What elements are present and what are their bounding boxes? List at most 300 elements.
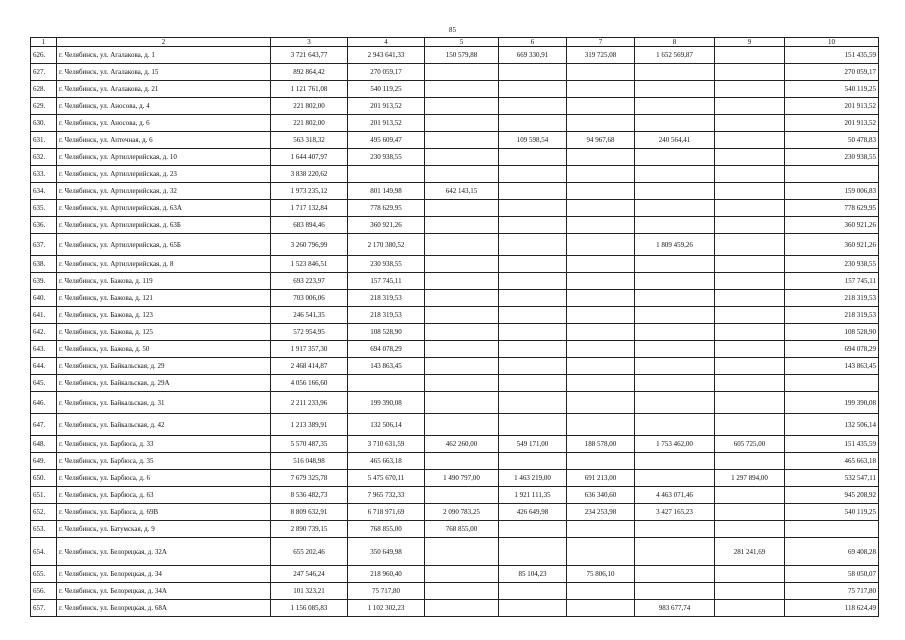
address-cell: г. Челябинск, ул. Артиллерийская, д. 32 [57, 183, 271, 200]
table-row [31, 290, 879, 307]
table-row [31, 487, 879, 504]
column-header: 4 [348, 38, 425, 47]
address-cell: г. Челябинск, ул. Байкальская, д. 29 [57, 358, 271, 375]
value-cell [715, 290, 785, 307]
value-cell [635, 358, 715, 375]
value-cell: 5 570 487,35 [271, 436, 348, 453]
value-cell [425, 166, 499, 183]
value-cell: 1 523 846,51 [271, 256, 348, 273]
value-cell: 778 629,95 [348, 200, 425, 217]
table-row [31, 324, 879, 341]
value-cell [715, 341, 785, 358]
value-cell [567, 392, 635, 414]
value-cell [425, 307, 499, 324]
address-cell: г. Челябинск, ул. Белорецкая, д. 68А [57, 600, 271, 617]
row-number-cell: 652. [31, 504, 57, 521]
value-cell [425, 290, 499, 307]
value-cell [499, 98, 567, 115]
address-cell: г. Челябинск, ул. Байкальская, д. 42 [57, 414, 271, 436]
total-cell: 360 921,26 [785, 234, 879, 256]
table-row [31, 81, 879, 98]
column-header: 7 [567, 38, 635, 47]
value-cell: 1 102 302,23 [348, 600, 425, 617]
total-cell: 270 059,17 [785, 64, 879, 81]
value-cell: 768 855,00 [348, 521, 425, 538]
row-number-cell: 626. [31, 47, 57, 64]
value-cell: 2 890 739,15 [271, 521, 348, 538]
value-cell [635, 256, 715, 273]
value-cell [715, 453, 785, 470]
row-number-cell: 637. [31, 234, 57, 256]
value-cell: 221 802,00 [271, 115, 348, 132]
table-row [31, 504, 879, 521]
value-cell: 1 753 462,00 [635, 436, 715, 453]
table-row [31, 414, 879, 436]
value-cell [715, 273, 785, 290]
address-cell: г. Челябинск, ул. Аносова, д. 4 [57, 98, 271, 115]
row-number-cell: 648. [31, 436, 57, 453]
value-cell: 426 649,98 [499, 504, 567, 521]
value-cell [715, 487, 785, 504]
value-cell [715, 234, 785, 256]
value-cell [715, 115, 785, 132]
address-cell: г. Челябинск, ул. Белорецкая, д. 32А [57, 538, 271, 566]
value-cell [635, 290, 715, 307]
value-cell [499, 115, 567, 132]
address-cell: г. Челябинск, ул. Батумская, д. 9 [57, 521, 271, 538]
total-cell: 540 119,25 [785, 81, 879, 98]
row-number-cell: 647. [31, 414, 57, 436]
table-row [31, 470, 879, 487]
value-cell [425, 600, 499, 617]
value-cell: 694 078,29 [348, 341, 425, 358]
table-row [31, 341, 879, 358]
address-cell: г. Челябинск, ул. Барбюса, д. 6 [57, 470, 271, 487]
value-cell [567, 375, 635, 392]
value-cell [567, 64, 635, 81]
column-header: 10 [785, 38, 879, 47]
value-cell [425, 566, 499, 583]
value-cell [499, 183, 567, 200]
total-cell: 230 938,55 [785, 149, 879, 166]
value-cell [499, 358, 567, 375]
value-cell: 240 564,41 [635, 132, 715, 149]
value-cell [425, 64, 499, 81]
table-row [31, 453, 879, 470]
row-number-cell: 657. [31, 600, 57, 617]
value-cell: 319 725,08 [567, 47, 635, 64]
row-number-cell: 642. [31, 324, 57, 341]
value-cell: 2 170 380,52 [348, 234, 425, 256]
row-number-cell: 640. [31, 290, 57, 307]
row-number-cell: 655. [31, 566, 57, 583]
total-cell: 69 408,28 [785, 538, 879, 566]
value-cell [425, 453, 499, 470]
row-number-cell: 635. [31, 200, 57, 217]
value-cell [567, 307, 635, 324]
value-cell: 8 809 632,91 [271, 504, 348, 521]
value-cell [715, 392, 785, 414]
value-cell [635, 273, 715, 290]
value-cell [635, 115, 715, 132]
value-cell: 201 913,52 [348, 98, 425, 115]
row-number-cell: 643. [31, 341, 57, 358]
total-cell: 778 629,95 [785, 200, 879, 217]
total-cell: 118 624,49 [785, 600, 879, 617]
value-cell [567, 414, 635, 436]
value-cell [499, 392, 567, 414]
value-cell [715, 414, 785, 436]
value-cell: 1 921 111,35 [499, 487, 567, 504]
table-row [31, 521, 879, 538]
row-number-cell: 645. [31, 375, 57, 392]
value-cell [425, 149, 499, 166]
value-cell [567, 149, 635, 166]
column-header: 5 [425, 38, 499, 47]
value-cell [567, 521, 635, 538]
value-cell [499, 217, 567, 234]
value-cell [567, 273, 635, 290]
value-cell: 1 809 459,26 [635, 234, 715, 256]
table-row [31, 538, 879, 566]
address-cell: г. Челябинск, ул. Аносова, д. 6 [57, 115, 271, 132]
value-cell: 1 156 085,83 [271, 600, 348, 617]
value-cell: 3 721 643,77 [271, 47, 348, 64]
value-cell: 108 528,90 [348, 324, 425, 341]
total-cell: 143 863,45 [785, 358, 879, 375]
table-row [31, 115, 879, 132]
row-number-cell: 650. [31, 470, 57, 487]
address-cell: г. Челябинск, ул. Барбюса, д. 63 [57, 487, 271, 504]
column-header: 9 [715, 38, 785, 47]
value-cell: 3 260 796,99 [271, 234, 348, 256]
row-number-cell: 649. [31, 453, 57, 470]
value-cell [567, 538, 635, 566]
table-row [31, 132, 879, 149]
value-cell: 1 973 235,12 [271, 183, 348, 200]
value-cell: 892 864,42 [271, 64, 348, 81]
value-cell [715, 504, 785, 521]
total-cell: 201 913,52 [785, 98, 879, 115]
address-cell: г. Челябинск, ул. Бажова, д. 50 [57, 341, 271, 358]
value-cell: 495 609,47 [348, 132, 425, 149]
table-row [31, 256, 879, 273]
table-row [31, 64, 879, 81]
value-cell [715, 47, 785, 64]
value-cell [715, 98, 785, 115]
row-number-cell: 653. [31, 521, 57, 538]
value-cell: 801 149,98 [348, 183, 425, 200]
table-row [31, 273, 879, 290]
value-cell: 2 211 233,96 [271, 392, 348, 414]
row-number-cell: 646. [31, 392, 57, 414]
value-cell [715, 217, 785, 234]
table-row [31, 600, 879, 617]
total-cell: 945 208,92 [785, 487, 879, 504]
address-cell: г. Челябинск, ул. Бажова, д. 119 [57, 273, 271, 290]
address-cell: г. Челябинск, ул. Артиллерийская, д. 63А [57, 200, 271, 217]
address-cell: г. Челябинск, ул. Агалакова, д. 1 [57, 47, 271, 64]
value-cell [635, 183, 715, 200]
value-cell [499, 149, 567, 166]
row-number-cell: 656. [31, 583, 57, 600]
value-cell: 199 390,08 [348, 392, 425, 414]
total-cell: 50 478,83 [785, 132, 879, 149]
row-number-cell: 628. [31, 81, 57, 98]
value-cell [499, 375, 567, 392]
value-cell [499, 200, 567, 217]
address-cell: г. Челябинск, ул. Артиллерийская, д. 65Б [57, 234, 271, 256]
value-cell [499, 600, 567, 617]
total-cell: 151 435,59 [785, 436, 879, 453]
value-cell [635, 81, 715, 98]
row-number-cell: 638. [31, 256, 57, 273]
total-cell: 218 319,53 [785, 307, 879, 324]
total-cell: 157 745,11 [785, 273, 879, 290]
address-cell: г. Челябинск, ул. Барбюса, д. 35 [57, 453, 271, 470]
value-cell [715, 64, 785, 81]
value-cell: 4 056 166,60 [271, 375, 348, 392]
total-cell: 360 921,26 [785, 217, 879, 234]
address-cell: г. Челябинск, ул. Аптечная, д. 6 [57, 132, 271, 149]
table-row [31, 166, 879, 183]
table-row [31, 47, 879, 64]
value-cell: 218 319,53 [348, 290, 425, 307]
value-cell: 768 855,00 [425, 521, 499, 538]
value-cell: 2 090 783,25 [425, 504, 499, 521]
value-cell: 75 806,10 [567, 566, 635, 583]
value-cell [635, 149, 715, 166]
value-cell [567, 341, 635, 358]
address-cell: г. Челябинск, ул. Агалакова, д. 21 [57, 81, 271, 98]
value-cell [635, 307, 715, 324]
value-cell: 462 260,00 [425, 436, 499, 453]
value-cell: 1 463 219,00 [499, 470, 567, 487]
value-cell: 605 725,00 [715, 436, 785, 453]
value-cell: 218 319,53 [348, 307, 425, 324]
value-cell [567, 234, 635, 256]
value-cell: 150 579,88 [425, 47, 499, 64]
value-cell [567, 183, 635, 200]
value-cell: 691 213,00 [567, 470, 635, 487]
total-cell: 199 390,08 [785, 392, 879, 414]
value-cell: 234 253,98 [567, 504, 635, 521]
value-cell: 7 965 732,33 [348, 487, 425, 504]
value-cell: 132 506,14 [348, 414, 425, 436]
column-header: 8 [635, 38, 715, 47]
value-cell: 655 202,46 [271, 538, 348, 566]
value-cell [635, 64, 715, 81]
address-cell: г. Челябинск, ул. Артиллерийская, д. 8 [57, 256, 271, 273]
value-cell: 465 663,18 [348, 453, 425, 470]
row-number-cell: 632. [31, 149, 57, 166]
value-cell: 350 649,98 [348, 538, 425, 566]
row-number-cell: 644. [31, 358, 57, 375]
value-cell [425, 234, 499, 256]
value-cell [425, 324, 499, 341]
total-cell: 108 528,90 [785, 324, 879, 341]
table-row [31, 375, 879, 392]
row-number-cell: 639. [31, 273, 57, 290]
value-cell: 636 340,60 [567, 487, 635, 504]
value-cell [425, 414, 499, 436]
value-cell [499, 583, 567, 600]
value-cell [425, 98, 499, 115]
value-cell [715, 324, 785, 341]
value-cell: 683 894,46 [271, 217, 348, 234]
value-cell: 549 171,00 [499, 436, 567, 453]
value-cell [425, 341, 499, 358]
value-cell: 703 006,06 [271, 290, 348, 307]
value-cell: 563 318,32 [271, 132, 348, 149]
table-row [31, 392, 879, 414]
table-row [31, 436, 879, 453]
value-cell [715, 566, 785, 583]
value-cell [567, 115, 635, 132]
row-number-cell: 634. [31, 183, 57, 200]
row-number-cell: 629. [31, 98, 57, 115]
value-cell [567, 256, 635, 273]
total-cell: 201 913,52 [785, 115, 879, 132]
value-cell [567, 200, 635, 217]
address-cell: г. Челябинск, ул. Бажова, д. 121 [57, 290, 271, 307]
value-cell [715, 583, 785, 600]
value-cell [499, 341, 567, 358]
value-cell [425, 81, 499, 98]
total-cell: 694 078,29 [785, 341, 879, 358]
column-header: 1 [31, 38, 57, 47]
value-cell [715, 132, 785, 149]
value-cell [499, 81, 567, 98]
total-cell: 540 119,25 [785, 504, 879, 521]
value-cell [635, 392, 715, 414]
address-cell: г. Челябинск, ул. Бажова, д. 125 [57, 324, 271, 341]
address-cell: г. Челябинск, ул. Артиллерийская, д. 63Б [57, 217, 271, 234]
row-number-cell: 654. [31, 538, 57, 566]
value-cell: 1 213 389,91 [271, 414, 348, 436]
value-cell [715, 375, 785, 392]
table-row [31, 583, 879, 600]
value-cell [635, 98, 715, 115]
value-cell [715, 166, 785, 183]
value-cell [499, 521, 567, 538]
value-cell: 6 718 971,69 [348, 504, 425, 521]
value-cell [425, 487, 499, 504]
value-cell [635, 566, 715, 583]
value-cell [715, 521, 785, 538]
table-row [31, 217, 879, 234]
row-number-cell: 630. [31, 115, 57, 132]
value-cell [425, 132, 499, 149]
address-cell: г. Челябинск, ул. Агалакова, д. 15 [57, 64, 271, 81]
value-cell [425, 538, 499, 566]
total-cell: 218 319,53 [785, 290, 879, 307]
value-cell: 7 679 325,78 [271, 470, 348, 487]
value-cell [425, 583, 499, 600]
value-cell [425, 256, 499, 273]
value-cell [715, 358, 785, 375]
total-cell: 159 006,83 [785, 183, 879, 200]
value-cell: 1 917 357,30 [271, 341, 348, 358]
value-cell [348, 375, 425, 392]
value-cell [499, 166, 567, 183]
registry-table [30, 37, 879, 617]
value-cell: 94 967,68 [567, 132, 635, 149]
address-cell: г. Челябинск, ул. Артиллерийская, д. 10 [57, 149, 271, 166]
value-cell: 8 536 482,73 [271, 487, 348, 504]
address-cell: г. Челябинск, ул. Барбюса, д. 69В [57, 504, 271, 521]
value-cell: 85 104,23 [499, 566, 567, 583]
column-header: 2 [57, 38, 271, 47]
value-cell: 1 297 894,00 [715, 470, 785, 487]
value-cell [635, 217, 715, 234]
value-cell [499, 290, 567, 307]
value-cell [715, 307, 785, 324]
address-cell: г. Челябинск, ул. Байкальская, д. 29А [57, 375, 271, 392]
value-cell [635, 414, 715, 436]
value-cell [499, 538, 567, 566]
value-cell [425, 375, 499, 392]
value-cell: 246 541,35 [271, 307, 348, 324]
total-cell [785, 166, 879, 183]
value-cell [499, 324, 567, 341]
value-cell [567, 453, 635, 470]
value-cell [567, 358, 635, 375]
total-cell: 532 547,11 [785, 470, 879, 487]
value-cell: 281 241,69 [715, 538, 785, 566]
value-cell [635, 453, 715, 470]
value-cell: 3 838 220,62 [271, 166, 348, 183]
value-cell [635, 341, 715, 358]
table-header-row [31, 38, 879, 47]
row-number-cell: 641. [31, 307, 57, 324]
value-cell: 247 546,24 [271, 566, 348, 583]
value-cell: 188 578,00 [567, 436, 635, 453]
row-number-cell: 631. [31, 132, 57, 149]
value-cell: 1 644 407,97 [271, 149, 348, 166]
value-cell: 221 802,00 [271, 98, 348, 115]
value-cell: 983 677,74 [635, 600, 715, 617]
value-cell: 540 119,25 [348, 81, 425, 98]
value-cell: 218 960,40 [348, 566, 425, 583]
value-cell: 157 745,11 [348, 273, 425, 290]
total-cell: 132 506,14 [785, 414, 879, 436]
table-row [31, 358, 879, 375]
total-cell: 151 435,59 [785, 47, 879, 64]
value-cell: 1 652 569,87 [635, 47, 715, 64]
value-cell [567, 583, 635, 600]
total-cell: 75 717,80 [785, 583, 879, 600]
value-cell: 109 598,54 [499, 132, 567, 149]
column-header: 6 [499, 38, 567, 47]
value-cell [499, 273, 567, 290]
value-cell [635, 470, 715, 487]
value-cell [567, 290, 635, 307]
address-cell: г. Челябинск, ул. Бажова, д. 123 [57, 307, 271, 324]
value-cell: 360 921,26 [348, 217, 425, 234]
value-cell [715, 81, 785, 98]
table-row [31, 234, 879, 256]
value-cell [425, 392, 499, 414]
value-cell [499, 414, 567, 436]
value-cell [635, 324, 715, 341]
value-cell [635, 583, 715, 600]
value-cell [425, 358, 499, 375]
value-cell: 5 475 670,11 [348, 470, 425, 487]
table-row [31, 98, 879, 115]
column-header: 3 [271, 38, 348, 47]
value-cell: 669 330,91 [499, 47, 567, 64]
